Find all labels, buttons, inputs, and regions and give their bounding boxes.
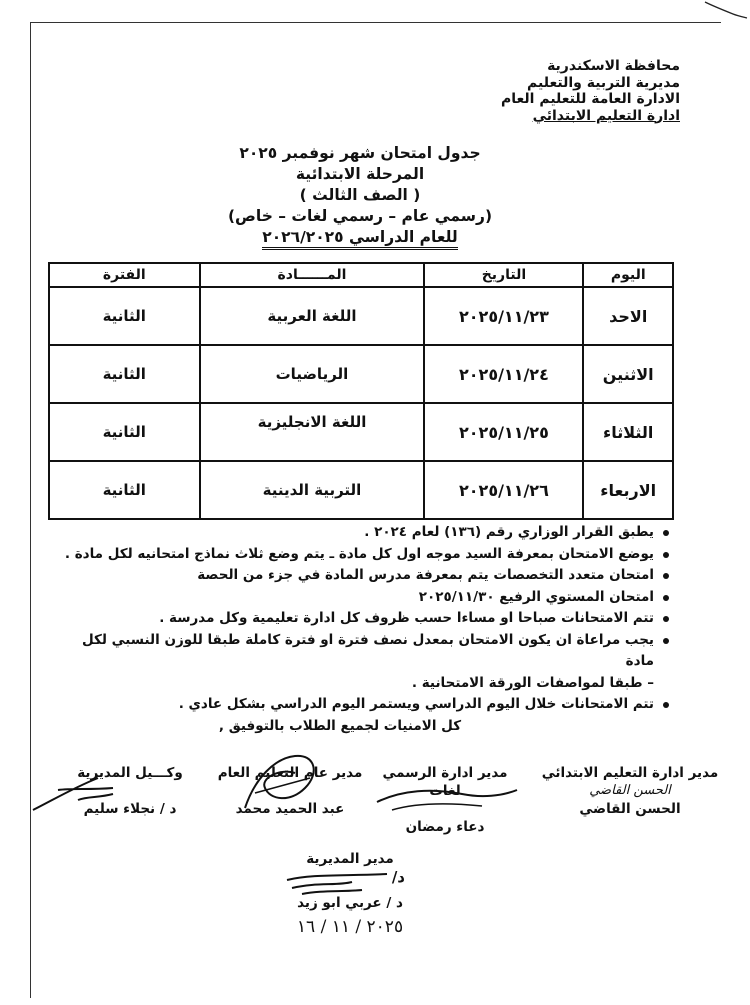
exam-instructions bbox=[50, 522, 670, 737]
row-day: الثلاثاء bbox=[583, 403, 673, 461]
row-period: الثانية bbox=[49, 403, 200, 461]
signature-date: ٢٠٢٥ / ١١ / ١٦ bbox=[296, 917, 404, 937]
instruction-item: يطبق القرار الوزاري رقم (١٣٦) لعام ٢٠٢٤ . bbox=[50, 522, 654, 544]
title-line-stage: المرحلة الابتدائية bbox=[295, 165, 425, 183]
signature-scribble bbox=[282, 868, 392, 898]
row-period: الثانية bbox=[49, 345, 200, 403]
row-subject: التربية الدينية bbox=[200, 461, 425, 519]
signature-title: مدير عام التعليم العام bbox=[217, 765, 363, 781]
signature-scribble bbox=[372, 780, 522, 820]
table-row bbox=[49, 461, 673, 519]
signature-name: دعاء رمضان bbox=[405, 819, 485, 835]
row-subject: الرياضيات bbox=[200, 345, 425, 403]
signature-name: عبد الحميد محمد bbox=[235, 801, 345, 817]
header-day: اليوم bbox=[583, 263, 673, 287]
letterhead bbox=[460, 58, 680, 124]
signature-title: وكـــيل المديرية bbox=[77, 765, 183, 781]
signature-name: د / عربي ابو زيد bbox=[297, 895, 403, 911]
title-line-school-types: (رسمي عام – رسمي لغات – خاص) bbox=[227, 207, 493, 225]
row-day: الاحد bbox=[583, 287, 673, 345]
instruction-item: يوضع الامتحان بمعرفة السيد موجه اول كل مادة ـ يتم وضع ثلاث نماذج امتحانيه لكل مادة . bbox=[50, 544, 654, 566]
row-subject: اللغة الانجليزية bbox=[257, 413, 367, 431]
document-title bbox=[200, 143, 520, 248]
title-line-grade: ( الصف الثالث ) bbox=[299, 186, 421, 204]
table-header-row bbox=[49, 263, 673, 287]
header-date: التاريخ bbox=[424, 263, 583, 287]
governorate-name: محافظة الاسكندرية bbox=[547, 58, 680, 74]
row-period: الثانية bbox=[49, 287, 200, 345]
signature-name: الحسن القاضي bbox=[579, 801, 681, 817]
signature-title: مدير المديرية bbox=[306, 851, 394, 867]
row-date: ٢٠٢٥/١١/٢٦ bbox=[424, 461, 583, 519]
instruction-item: تتم الامتحانات صباحا او مساءا حسب ظروف كل ادارة تعليمية وكل مدرسة . bbox=[50, 608, 654, 630]
signature-handwritten-name: الحسن القاضي bbox=[589, 783, 671, 798]
instruction-item: يجب مراعاة ان يكون الامتحان بمعدل نصف فترة او فترة كاملة طبقا للوزن النسبي لكل مادة bbox=[50, 630, 654, 673]
instruction-continuation: – طبقا لمواصفات الورقة الامتحانية . bbox=[411, 674, 654, 691]
closing-wishes: كل الامنيات لجميع الطلاب بالتوفيق , bbox=[218, 717, 462, 734]
table-row bbox=[49, 287, 673, 345]
row-day: الاثنين bbox=[583, 345, 673, 403]
row-subject: اللغة العربية bbox=[200, 287, 425, 345]
corner-pen-mark bbox=[703, 0, 748, 20]
directorate-name: مديرية التربية والتعليم bbox=[527, 74, 680, 91]
title-line-academic-year: للعام الدراسي ٢٠٢٦/٢٠٢٥ bbox=[262, 228, 457, 250]
title-line-exam-month: جدول امتحان شهر نوفمبر ٢٠٢٥ bbox=[239, 144, 481, 162]
signature-title: مدير ادارة الرسمي لغات bbox=[382, 765, 508, 799]
signature-name: د / نجلاء سليم bbox=[83, 801, 177, 817]
row-period: الثانية bbox=[49, 461, 200, 519]
header-subject: المــــــادة bbox=[200, 263, 425, 287]
signature-primary-director bbox=[540, 764, 720, 818]
instruction-item: امتحان متعدد التخصصات يتم بمعرفة مدرس المادة في جزء من الحصة bbox=[50, 565, 654, 587]
signature-scribble bbox=[28, 770, 118, 815]
instructions-list bbox=[50, 522, 670, 673]
row-date: ٢٠٢٥/١١/٢٥ bbox=[424, 403, 583, 461]
table-row bbox=[49, 403, 673, 461]
signature-title: مدير ادارة التعليم الابتدائي bbox=[541, 765, 719, 781]
row-date: ٢٠٢٥/١١/٢٣ bbox=[424, 287, 583, 345]
row-subject-cell bbox=[200, 403, 425, 461]
signature-scribble bbox=[235, 748, 325, 818]
primary-administration-name: ادارة التعليم الابتدائي bbox=[532, 107, 680, 124]
row-date: ٢٠٢٥/١١/٢٤ bbox=[424, 345, 583, 403]
row-day: الاربعاء bbox=[583, 461, 673, 519]
instruction-item: تتم الامتحانات خلال اليوم الدراسي ويستمر اليوم الدراسي بشكل عادي . bbox=[50, 694, 654, 716]
exam-schedule-table bbox=[48, 262, 674, 520]
signature-handwritten-prefix: د/ bbox=[391, 868, 405, 886]
general-administration-name: الادارة العامة للتعليم العام bbox=[501, 91, 680, 107]
header-period: الفترة bbox=[49, 263, 200, 287]
instruction-item: امتحان المستوي الرفيع ٢٠٢٥/١١/٣٠ bbox=[50, 587, 654, 609]
table-row bbox=[49, 345, 673, 403]
